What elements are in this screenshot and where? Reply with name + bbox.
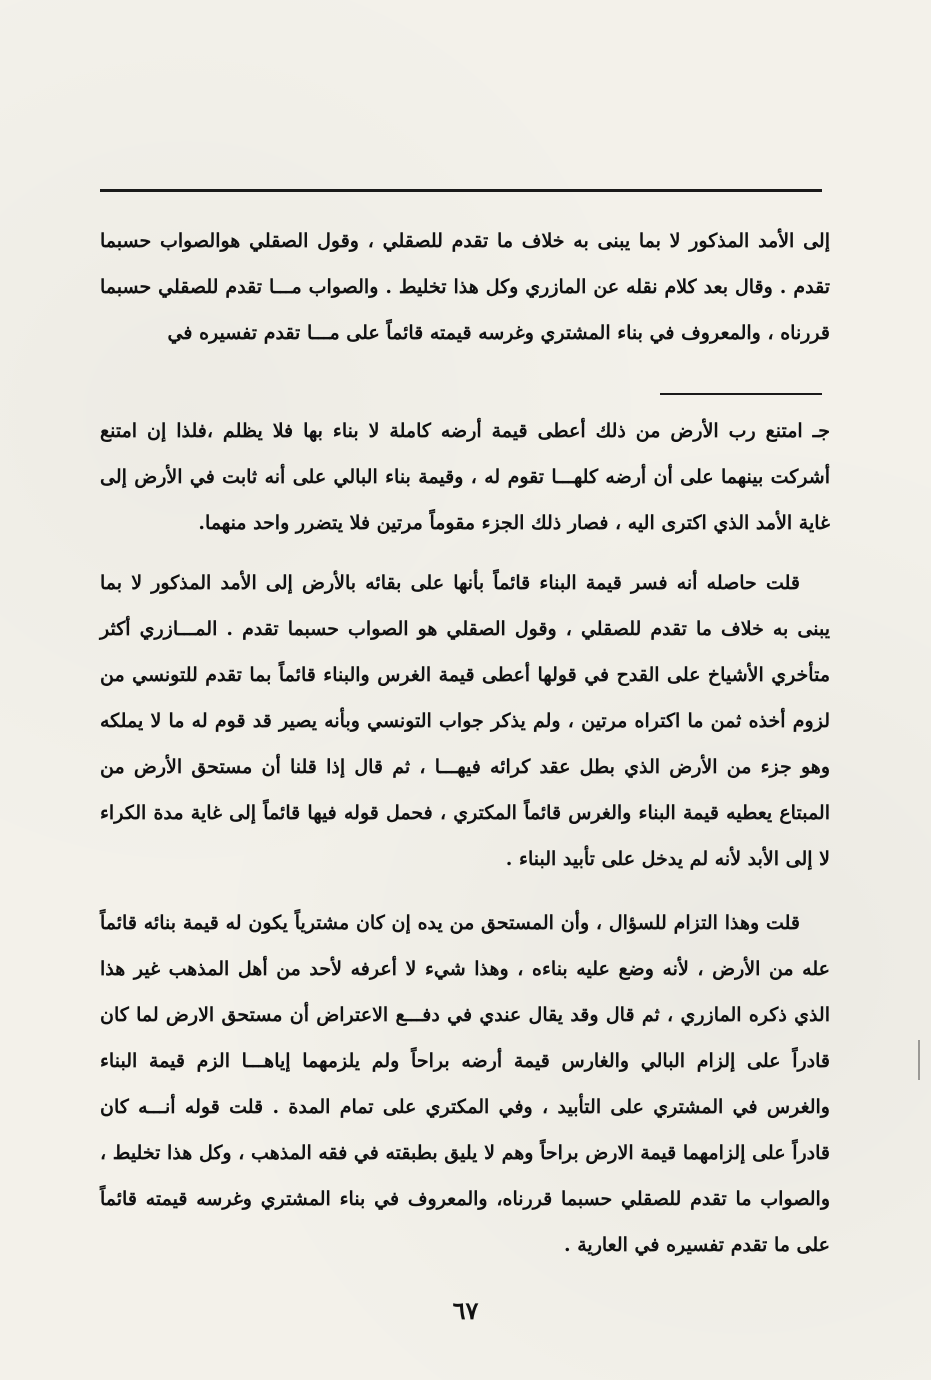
footnote-continuation: إلى الأمد المذكور لا بما يبنى به خلاف ما تقدم للصقلي ، وقول الصقلي هوالصواب حسبما تقدم . وقال بعد كلام نقله عن المازري وكل هذا تخليط . والصواب مـــا تقدم للصقلي حسبما قررناه ، والمعروف في بناء المشتري وغرسه قيمته قائماً على مـــا تقدم تفسيره في	[100, 230, 830, 344]
scan-edge-mark	[918, 1040, 920, 1080]
body-paragraph-1: جـ امتنع رب الأرض من ذلك أعطى قيمة أرضه كاملة لا بناء بها فلا يظلم ،فلذا إن امتنع أشركت بينهما على أن أرضه كلهـــا تقوم له ، وقيمة بناء البالي على أنه ثابت في الأرض إلى غاية الأمد الذي اكترى اليه ، فصار ذلك الجزء مقوماً مرتين فلا يتضرر واحد منهما.	[100, 420, 830, 534]
footnote-separator	[660, 393, 822, 395]
page-number: ٦٧	[452, 1296, 479, 1325]
top-rule	[100, 189, 822, 192]
body-paragraph-2: قلت حاصله أنه فسر قيمة البناء قائماً بأنها على بقائه بالأرض إلى الأمد المذكور لا بما يبنى به خلاف ما تقدم للصقلي ، وقول الصقلي هو الصواب حسبما تقدم . المـــازري أكثر متأخري الأشياخ على القدح في قولها أعطى قيمة الغرس والبناء قائماً بما تقدم للتونسي من لزوم أخذه ثمن ما اكتراه مرتين ، ولم يذكر جواب التونسي وبأنه يصير قد قوم له ما لا يملكه وهو جزء من الأرض الذي بطل عقد كرائه فيهـــا ، ثم قال إذا قلنا أن مستحق الأرض من المبتاع يعطيه قيمة البناء والغرس قائماً المكتري ، فحمل قوله فيها قائماً إلى غاية مدة الكراء لا إلى الأبد لأنه لم يدخل على تأبيد البناء .	[100, 572, 830, 870]
body-paragraph-3: قلت وهذا التزام للسؤال ، وأن المستحق من يده إن كان مشترياً يكون له قيمة بنائه قائماً عله من الأرض ، لأنه وضع عليه بناءه ، وهذا شيء لا أعرفه لأحد من أهل المذهب غير هذا الذي ذكره المازري ، ثم قال وقد يقال عندي في دفـــع الاعتراض أن مستحق الارض لما كان قادراً على إلزام البالي والغارس قيمة أرضه براحاً ولم يلزمهما إياهـــا الزم قيمة البناء والغرس في المشتري على التأبيد ، وفي المكتري على تمام المدة . قلت قوله أنـــه كان قادراً على إلزامهما قيمة الارض براحاً وهم لا يليق بطبقته في فقه المذهب ، وكل هذا تخليط ، والصواب ما تقدم للصقلي حسبما قررناه، والمعروف في بناء المشتري وغرسه قيمته قائماً على ما تقدم تفسيره في العارية .	[100, 912, 830, 1256]
